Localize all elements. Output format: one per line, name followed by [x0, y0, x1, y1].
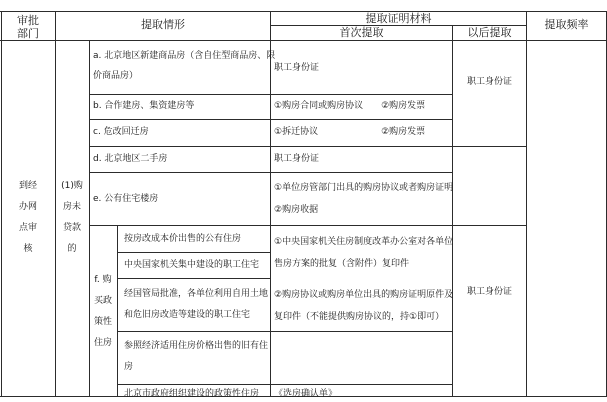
first-material-d: 职工身份证 — [274, 154, 320, 164]
first-material-f-selection: 《选房确认单》 — [274, 389, 338, 399]
policy-item: 按房改成本价出售的公有住房 — [124, 234, 242, 244]
header-approval-dept: 审批 部门 — [17, 14, 39, 40]
policy-item: 经国管局批准，各单位利用自用土地 和危旧房改造等建设的职工住宅 — [124, 289, 269, 320]
policy-item: 参照经济适用住房价格出售的旧有住 房 — [124, 341, 269, 372]
header-situation: 提取情形 — [141, 18, 185, 31]
header-later-withdrawal: 以后提取 — [467, 26, 512, 39]
first-material-c: ①拆迁协议 ②购房发票 — [274, 127, 426, 137]
row-a-situation: a. 北京地区新建商品房（含自住型商品房、限 价商品房） — [93, 51, 276, 81]
first-material-e: ①单位房管部门出具的购房协议或者购房证明 ②购房收据 — [274, 183, 454, 215]
row-b-situation: b. 合作建房、集资建房等 — [93, 101, 195, 111]
policy-item: 北京市政府组织建设的政策性住房 — [124, 389, 260, 399]
first-material-b: ①购房合同或购房协议 ②购房发票 — [274, 101, 426, 111]
later-material-ab: 职工身份证 — [466, 77, 512, 87]
header-first-withdrawal: 首次提取 — [339, 26, 384, 39]
row-f-label: f. 购 买政 策性 住房 — [93, 275, 112, 348]
row-d-situation: d. 北京地区二手房 — [93, 154, 168, 164]
dept-cell: 到经 办网 点审 核 — [18, 181, 37, 254]
row-c-situation: c. 危改回迁房 — [93, 127, 149, 137]
policy-item: 中央国家机关集中建设的职工住宅 — [124, 260, 260, 270]
first-material-a: 职工身份证 — [274, 63, 320, 73]
row-e-situation: e. 公有住宅楼房 — [93, 194, 159, 204]
first-material-f: ①中央国家机关住房制度改革办公室对各单位 售房方案的批复（含附件）复印件 ②购房协议或购房单位出具的购房证明原件及 复印件（不能提供购房协议的，持①即可） — [274, 237, 454, 322]
purchase-no-loan-cell: (1)购 房未 贷款 的 — [61, 181, 83, 254]
header-materials: 提取证明材料 — [365, 12, 432, 25]
header-frequency: 提取频率 — [544, 18, 589, 31]
later-material-f: 职工身份证 — [466, 287, 512, 297]
